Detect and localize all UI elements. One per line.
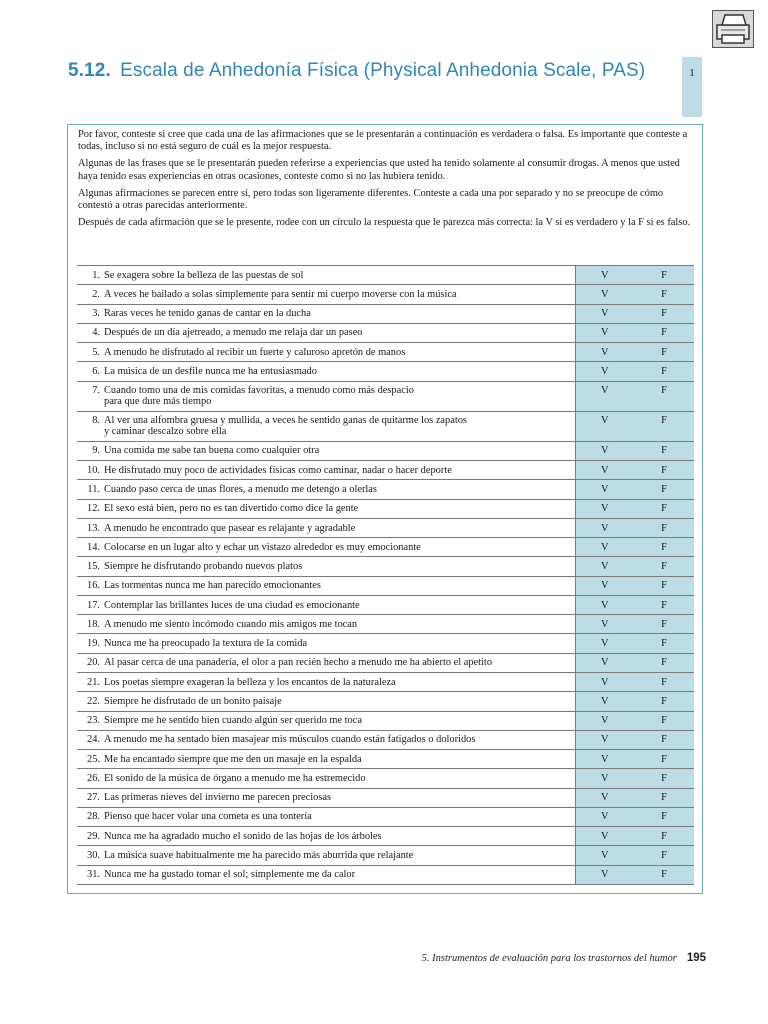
page-title	[68, 60, 645, 82]
item-statement	[77, 711, 575, 730]
item-text: A menudo he disfrutado al recibir un fuerte y caluroso apretón de manos	[104, 346, 406, 358]
answer-true-option[interactable]: V	[575, 461, 634, 480]
table-row	[77, 557, 694, 576]
answer-false-option[interactable]: F	[634, 750, 694, 769]
item-text: A menudo me ha sentado bien masajear mis músculos cuando están fatigados o doloridos	[104, 734, 476, 746]
item-statement	[77, 304, 575, 323]
item-text-continuation: y caminar descalzo sobre ella	[104, 425, 227, 437]
table-row	[77, 461, 694, 480]
table-row	[77, 846, 694, 865]
item-statement	[77, 411, 575, 441]
item-text: El sonido de la música de órgano a menudo me ha estremecido	[104, 772, 366, 784]
answer-false-option[interactable]: F	[634, 538, 694, 557]
item-text: Pienso que hacer volar una cometa es una tontería	[104, 811, 312, 823]
table-row	[77, 807, 694, 826]
answer-false-option[interactable]: F	[634, 304, 694, 323]
item-number: 5.	[92, 346, 100, 358]
item-number: 24.	[87, 734, 100, 746]
answer-false-option[interactable]: F	[634, 343, 694, 362]
table-row	[77, 480, 694, 499]
table-row	[77, 730, 694, 749]
item-statement	[77, 865, 575, 884]
item-number: 6.	[92, 365, 100, 377]
item-text: La música suave habitualmente me ha parecido más aburrida que relajante	[104, 850, 414, 862]
item-text: He disfrutado muy poco de actividades físicas como caminar, nadar o hacer deporte	[104, 464, 452, 476]
answer-false-option[interactable]: F	[634, 653, 694, 672]
table-row	[77, 769, 694, 788]
table-row	[77, 615, 694, 634]
item-text: Raras veces he tenido ganas de cantar en la ducha	[104, 308, 311, 320]
item-number: 17.	[87, 599, 100, 611]
answer-false-option[interactable]: F	[634, 461, 694, 480]
table-row	[77, 381, 694, 411]
answer-false-option[interactable]: F	[634, 769, 694, 788]
table-row	[77, 285, 694, 304]
item-number: 28.	[87, 811, 100, 823]
item-statement	[77, 615, 575, 634]
item-statement	[77, 653, 575, 672]
answer-true-option[interactable]: V	[575, 557, 634, 576]
item-text: Las primeras nieves del invierno me parecen preciosas	[104, 792, 332, 804]
item-statement	[77, 461, 575, 480]
item-number: 26.	[87, 772, 100, 784]
item-statement	[77, 750, 575, 769]
item-number: 18.	[87, 618, 100, 630]
item-number: 23.	[87, 715, 100, 727]
table-row	[77, 595, 694, 614]
page-footer	[360, 952, 706, 964]
answer-false-option[interactable]: F	[634, 827, 694, 846]
item-text: Colocarse en un lugar alto y echar un vistazo alrededor es muy emocionante	[104, 541, 421, 553]
answer-true-option[interactable]: V	[575, 441, 634, 460]
item-number: 9.	[92, 445, 100, 457]
answer-true-option[interactable]: V	[575, 865, 634, 884]
item-statement	[77, 769, 575, 788]
answer-true-option[interactable]: V	[575, 653, 634, 672]
item-number: 11.	[87, 483, 100, 495]
item-text: La música de un desfile nunca me ha entusiasmado	[104, 365, 317, 377]
answer-true-option[interactable]: V	[575, 788, 634, 807]
item-number: 7.	[92, 384, 100, 396]
answer-false-option[interactable]: F	[634, 323, 694, 342]
item-statement	[77, 557, 575, 576]
item-text: A veces he bailado a solas simplemente para sentir mi cuerpo moverse con la música	[104, 288, 457, 300]
item-number: 1.	[92, 269, 100, 281]
answer-true-option[interactable]: V	[575, 381, 634, 411]
answer-false-option[interactable]: F	[634, 411, 694, 441]
answer-true-option[interactable]: V	[575, 769, 634, 788]
answer-false-option[interactable]: F	[634, 634, 694, 653]
table-row	[77, 692, 694, 711]
table-row	[77, 362, 694, 381]
item-text: Al ver una alfombra gruesa y mullida, a veces he sentido ganas de quitarme los zapatos	[104, 414, 467, 426]
side-tab	[682, 57, 702, 117]
table-row	[77, 673, 694, 692]
item-number: 25.	[87, 753, 100, 765]
item-statement	[77, 480, 575, 499]
answer-true-option[interactable]: V	[575, 343, 634, 362]
answer-false-option[interactable]: F	[634, 595, 694, 614]
instruction-paragraph: Después de cada afirmación que se le presente, rodee con un círculo la respuesta que le parezca más correcta: la V si es verdadero y la F si es falso.	[78, 217, 691, 229]
item-statement	[77, 692, 575, 711]
answer-false-option[interactable]: F	[634, 362, 694, 381]
answer-false-option[interactable]: F	[634, 381, 694, 411]
instructions	[78, 129, 694, 234]
instruction-paragraph: Algunas afirmaciones se parecen entre sí, pero todas son ligeramente diferentes. Conteste a cada una por separado y no se preocupe de cómo contestó a otras parecidas anteriormente.	[78, 187, 664, 212]
item-number: 13.	[87, 522, 100, 534]
item-statement	[77, 673, 575, 692]
answer-true-option[interactable]: V	[575, 827, 634, 846]
item-text: Una comida me sabe tan buena como cualquier otra	[104, 445, 320, 457]
item-text: Nunca me ha gustado tomar el sol; simplemente me da calor	[104, 869, 356, 881]
page-number: 195	[686, 952, 706, 964]
item-statement	[77, 634, 575, 653]
table-row	[77, 576, 694, 595]
answer-false-option[interactable]: F	[634, 692, 694, 711]
table-row	[77, 304, 694, 323]
answer-true-option[interactable]: V	[575, 576, 634, 595]
item-text: Contemplar las brillantes luces de una ciudad es emocionante	[104, 599, 360, 611]
answer-true-option[interactable]: V	[575, 692, 634, 711]
answer-false-option[interactable]: F	[634, 807, 694, 826]
items-table	[77, 265, 694, 885]
instruction-paragraph: Por favor, conteste si cree que cada una de las afirmaciones que se le presentarán a continuación es verdadera o falsa. Es importante que conteste a todas, incluso si no está seguro de cuál es la mejor respuesta.	[78, 129, 688, 153]
item-text: Me ha encantado siempre que me den un masaje en la espalda	[104, 753, 362, 765]
item-number: 3.	[92, 308, 100, 320]
answer-true-option[interactable]: V	[575, 711, 634, 730]
item-number: 16.	[87, 580, 100, 592]
table-row	[77, 634, 694, 653]
answer-true-option[interactable]: V	[575, 323, 634, 342]
item-number: 15.	[87, 561, 100, 573]
table-row	[77, 499, 694, 518]
answer-false-option[interactable]: F	[634, 788, 694, 807]
answer-true-option[interactable]: V	[575, 411, 634, 441]
answer-true-option[interactable]: V	[575, 673, 634, 692]
table-row	[77, 518, 694, 537]
answer-false-option[interactable]: F	[634, 576, 694, 595]
answer-false-option[interactable]: F	[634, 441, 694, 460]
answer-true-option[interactable]: V	[575, 304, 634, 323]
answer-false-option[interactable]: F	[634, 711, 694, 730]
item-number: 19.	[87, 638, 100, 650]
answer-false-option[interactable]: F	[634, 266, 694, 285]
item-statement	[77, 807, 575, 826]
answer-false-option[interactable]: F	[634, 285, 694, 304]
item-text-continuation: para que dure más tiempo	[104, 395, 212, 407]
table-row	[77, 788, 694, 807]
printer-icon-graphic	[713, 11, 753, 47]
item-statement	[77, 323, 575, 342]
answer-true-option[interactable]: V	[575, 750, 634, 769]
answer-true-option[interactable]: V	[575, 266, 634, 285]
answer-true-option[interactable]: V	[575, 730, 634, 749]
item-text: Las tormentas nunca me han parecido emocionantes	[104, 580, 321, 592]
table-row	[77, 538, 694, 557]
item-text: Siempre he disfrutando probando nuevos platos	[104, 561, 303, 573]
answer-false-option[interactable]: F	[634, 615, 694, 634]
answer-false-option[interactable]: F	[634, 480, 694, 499]
item-statement	[77, 730, 575, 749]
item-number: 21.	[87, 676, 100, 688]
item-statement	[77, 827, 575, 846]
answer-true-option[interactable]: V	[575, 807, 634, 826]
item-statement	[77, 441, 575, 460]
answer-true-option[interactable]: V	[575, 499, 634, 518]
item-text: El sexo está bien, pero no es tan divertido como dice la gente	[104, 503, 359, 515]
table-row	[77, 653, 694, 672]
table-row	[77, 266, 694, 285]
item-text: Cuando tomo una de mis comidas favoritas, a menudo como más despacio	[104, 384, 414, 396]
table-row	[77, 827, 694, 846]
answer-true-option[interactable]: V	[575, 518, 634, 537]
item-text: Siempre me he sentido bien cuando algún ser querido me toca	[104, 715, 362, 727]
item-number: 29.	[87, 830, 100, 842]
item-statement	[77, 266, 575, 285]
answer-true-option[interactable]: V	[575, 615, 634, 634]
item-number: 10.	[87, 464, 100, 476]
item-number: 20.	[87, 657, 100, 669]
table-row	[77, 411, 694, 441]
item-number: 30.	[87, 850, 100, 862]
items-body	[77, 266, 694, 885]
item-statement	[77, 499, 575, 518]
answer-false-option[interactable]: F	[634, 865, 694, 884]
answer-true-option[interactable]: V	[575, 285, 634, 304]
item-statement	[77, 285, 575, 304]
item-number: 2.	[92, 288, 100, 300]
answer-true-option[interactable]: V	[575, 634, 634, 653]
item-statement	[77, 595, 575, 614]
table-row	[77, 323, 694, 342]
answer-false-option[interactable]: F	[634, 518, 694, 537]
item-text: Siempre he disfrutado de un bonito paisaje	[104, 695, 282, 707]
answer-true-option[interactable]: V	[575, 362, 634, 381]
item-text: A menudo me siento incómodo cuando mis amigos me tocan	[104, 618, 358, 630]
item-text: Los poetas siempre exageran la belleza y los encantos de la naturaleza	[104, 676, 396, 688]
item-number: 27.	[87, 792, 100, 804]
item-text: A menudo he encontrado que pasear es relajante y agradable	[104, 522, 356, 534]
section-title: Escala de Anhedonía Física (Physical Anhedonia Scale, PAS)	[120, 60, 646, 81]
item-number: 8.	[92, 414, 100, 426]
item-text: Cuando paso cerca de unas flores, a menudo me detengo a olerlas	[104, 483, 377, 495]
item-statement	[77, 576, 575, 595]
footer-text: 5. Instrumentos de evaluación para los trastornos del humor	[421, 953, 677, 964]
section-number: 5.12.	[68, 60, 111, 81]
answer-false-option[interactable]: F	[634, 673, 694, 692]
table-row	[77, 441, 694, 460]
answer-false-option[interactable]: F	[634, 846, 694, 865]
item-statement	[77, 846, 575, 865]
answer-false-option[interactable]: F	[634, 730, 694, 749]
item-statement	[77, 343, 575, 362]
printer-icon[interactable]	[712, 10, 754, 48]
answer-false-option[interactable]: F	[634, 557, 694, 576]
item-number: 22.	[87, 695, 100, 707]
side-tab-label: 1	[689, 67, 695, 79]
instruction-paragraph: Algunas de las frases que se le presentarán pueden referirse a experiencias que usted ha tenido solamente al consumir drogas. A menos que usted haya tenido esas experiencias en otras ocasiones, conteste como si no las hubiera tenido.	[78, 158, 680, 182]
answer-true-option[interactable]: V	[575, 480, 634, 499]
item-number: 4.	[92, 327, 100, 339]
answer-false-option[interactable]: F	[634, 499, 694, 518]
table-row	[77, 343, 694, 362]
table-row	[77, 711, 694, 730]
table-row	[77, 750, 694, 769]
item-text: Se exagera sobre la belleza de las puestas de sol	[104, 269, 304, 281]
answer-true-option[interactable]: V	[575, 595, 634, 614]
item-statement	[77, 788, 575, 807]
item-number: 12.	[87, 503, 100, 515]
table-row	[77, 865, 694, 884]
item-number: 31.	[87, 869, 100, 881]
item-statement	[77, 538, 575, 557]
answer-true-option[interactable]: V	[575, 846, 634, 865]
item-text: Después de un día ajetreado, a menudo me relaja dar un paseo	[104, 327, 363, 339]
item-number: 14.	[87, 541, 100, 553]
item-statement	[77, 518, 575, 537]
item-text: Nunca me ha preocupado la textura de la comida	[104, 638, 308, 650]
answer-true-option[interactable]: V	[575, 538, 634, 557]
item-statement	[77, 381, 575, 411]
item-statement	[77, 362, 575, 381]
item-text: Al pasar cerca de una panadería, el olor a pan recién hecho a menudo me ha abierto el apetito	[104, 657, 493, 669]
item-text: Nunca me ha agradado mucho el sonido de las hojas de los árboles	[104, 830, 382, 842]
